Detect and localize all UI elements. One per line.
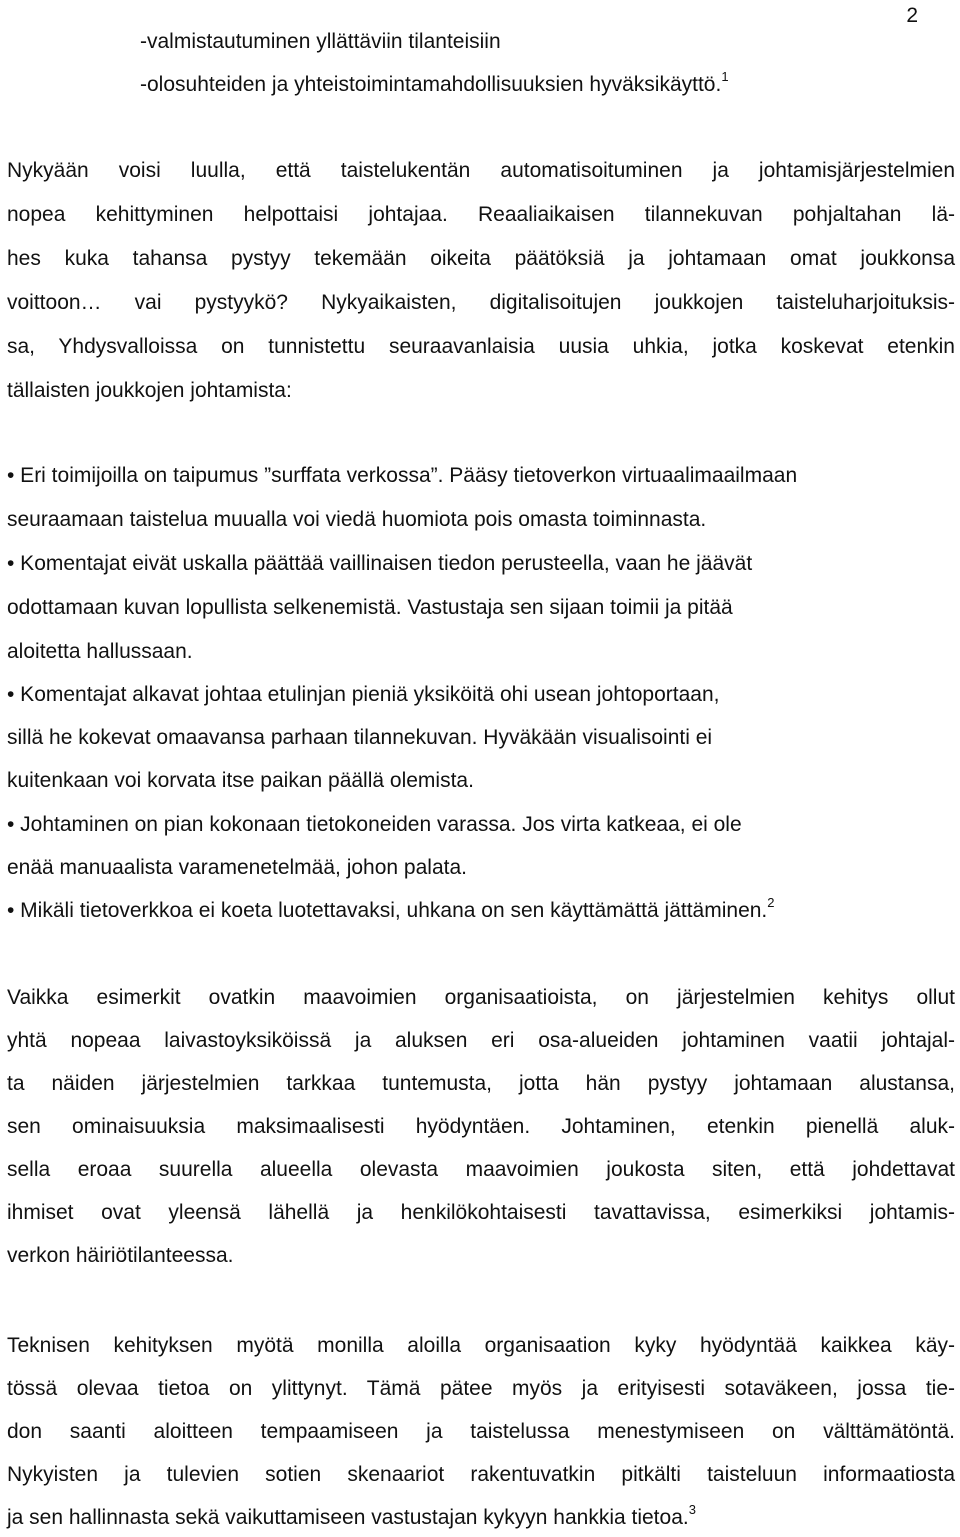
paragraph-line: ihmiset ovat yleensä lähellä ja henkilökohtaisesti tavattavissa, esimerkiksi johtamis- <box>7 1201 955 1224</box>
bullet-line: aloitetta hallussaan. <box>7 640 193 663</box>
paragraph-line: voittoon… vai pystyykö? Nykyaikaisten, digitalisoitujen joukkojen taisteluharjoituksis- <box>7 291 955 314</box>
paragraph-line: tössä olevaa tietoa on ylittynyt. Tämä pätee myös ja erityisesti sotaväkeen, jossa tie- <box>7 1377 955 1400</box>
paragraph-line: Nykyään voisi luulla, että taistelukentän automatisoituminen ja johtamisjärjestelmien <box>7 159 955 182</box>
intro-list-item-text: -olosuhteiden ja yhteistoimintamahdollisuuksien hyväksikäyttö. <box>140 73 722 96</box>
bullet-line: odottamaan kuvan lopullista selkenemistä. Vastustaja sen sijaan toimii ja pitää <box>7 596 733 619</box>
paragraph-line: verkon häiriötilanteessa. <box>7 1244 234 1267</box>
paragraph-line: yhtä nopeaa laivastoyksiköissä ja aluksen eri osa-alueiden johtaminen vaatii johtajal- <box>7 1029 955 1052</box>
paragraph-line: Nykyisten ja tulevien sotien skenaariot rakentuvatkin pitkälti taisteluun informaatiosta <box>7 1463 955 1486</box>
bullet-line: • Johtaminen on pian kokonaan tietokoneiden varassa. Jos virta katkeaa, ei ole <box>7 813 742 836</box>
footnote-marker: 3 <box>688 1502 696 1517</box>
bullet-line: • Komentajat eivät uskalla päättää vaillinaisen tiedon perusteella, vaan he jäävät <box>7 552 753 575</box>
page-number: 2 <box>906 4 918 27</box>
bullet-line: • Komentajat alkavat johtaa etulinjan pieniä yksiköitä ohi usean johtoportaan, <box>7 683 720 706</box>
bullet-line <box>7 897 775 925</box>
bullet-line-text: • Mikäli tietoverkkoa ei koeta luotettavaksi, uhkana on sen käyttämättä jättäminen. <box>7 899 768 922</box>
bullet-line: seuraamaan taistelua muualla voi viedä huomiota pois omasta toiminnasta. <box>7 508 707 531</box>
paragraph-line: Teknisen kehityksen myötä monilla aloilla organisaation kyky hyödyntää kaikkea käy- <box>7 1334 955 1357</box>
paragraph-line: hes kuka tahansa pystyy tekemään oikeita päätöksiä ja johtamaan omat joukkonsa <box>7 247 955 270</box>
paragraph-line-text: ja sen hallinnasta sekä vaikuttamiseen vastustajan kykyyn hankkia tietoa. <box>7 1506 689 1529</box>
paragraph-line: sella eroaa suurella alueella olevasta maavoimien joukosta siten, että johdettavat <box>7 1158 955 1181</box>
paragraph-line: ta näiden järjestelmien tarkkaa tuntemusta, jotta hän pystyy johtamaan alustansa, <box>7 1072 955 1095</box>
bullet-line: sillä he kokevat omaavansa parhaan tilannekuvan. Hyväkään visualisointi ei <box>7 726 713 749</box>
paragraph-line <box>7 1504 696 1532</box>
bullet-line: • Eri toimijoilla on taipumus ”surffata verkossa”. Pääsy tietoverkon virtuaalimaailmaan <box>7 464 798 487</box>
paragraph-line: sa, Yhdysvalloissa on tunnistettu seuraavanlaisia uusia uhkia, jotka koskevat etenkin <box>7 335 955 358</box>
bullet-line: enää manuaalista varamenetelmää, johon palata. <box>7 856 467 879</box>
footnote-marker: 1 <box>721 69 729 84</box>
paragraph-line: tällaisten joukkojen johtamista: <box>7 379 292 402</box>
paragraph-line: Vaikka esimerkit ovatkin maavoimien organisaatioista, on järjestelmien kehitys ollut <box>7 986 955 1009</box>
intro-list-item: -valmistautuminen yllättäviin tilanteisiin <box>140 30 501 53</box>
footnote-marker: 2 <box>767 895 775 910</box>
paragraph-line: don saanti aloitteen tempaamiseen ja taistelussa menestymiseen on välttämätöntä. <box>7 1420 955 1443</box>
bullet-line: kuitenkaan voi korvata itse paikan päällä olemista. <box>7 769 474 792</box>
paragraph-line: sen ominaisuuksia maksimaalisesti hyödyntäen. Johtaminen, etenkin pienellä aluk- <box>7 1115 955 1138</box>
paragraph-line: nopea kehittyminen helpottaisi johtajaa. Reaaliaikaisen tilannekuvan pohjaltahan lä- <box>7 203 955 226</box>
intro-list-item <box>140 71 729 99</box>
